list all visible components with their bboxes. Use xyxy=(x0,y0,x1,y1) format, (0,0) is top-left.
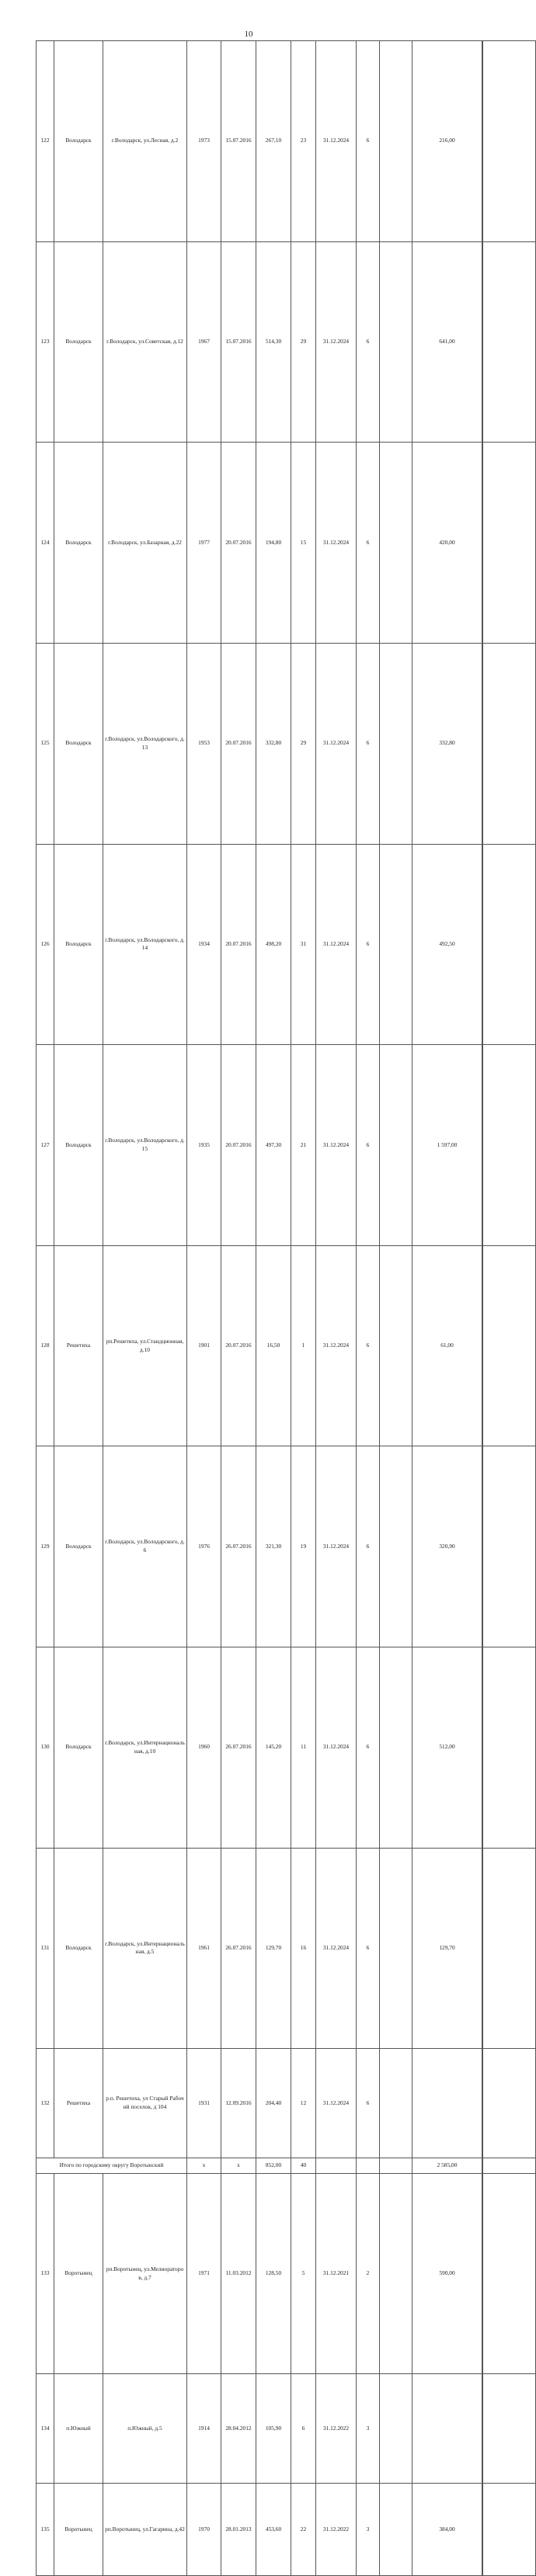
empty-cell xyxy=(483,2158,536,2173)
residents-cell: 31 xyxy=(291,844,316,1045)
year-cell: 1914 xyxy=(187,2374,221,2484)
address-cell: рп.Воротынец, ул.Мелиораторов, д.7 xyxy=(103,2173,187,2374)
table-row xyxy=(37,643,536,844)
residents-cell: 5 xyxy=(291,2173,316,2374)
empty-cell xyxy=(483,2049,536,2158)
table-row xyxy=(37,2374,536,2484)
year-cell: 1973 xyxy=(187,41,221,242)
row-number-cell: 126 xyxy=(37,844,54,1045)
area-cell: 497,30 xyxy=(256,1045,291,1246)
residents-cell: 22 xyxy=(291,2483,316,2575)
empty-cell xyxy=(380,443,412,644)
date-cell: 20.07.2016 xyxy=(221,844,256,1045)
empty-cell xyxy=(483,1647,536,1849)
residents-cell: 21 xyxy=(291,1045,316,1246)
residents-cell: 19 xyxy=(291,1446,316,1647)
address-cell: г.Володарск, ул.Базарная, д.22 xyxy=(103,443,187,644)
cost-cell: 1 597,00 xyxy=(412,1045,482,1246)
page-number: 10 xyxy=(244,30,253,39)
deadline-cell: 31.12.2022 xyxy=(316,2374,357,2484)
municipality-cell: Володарск xyxy=(54,1647,103,1849)
date-cell: 20.07.2016 xyxy=(221,443,256,644)
cost-cell: 590,00 xyxy=(412,2173,482,2374)
date-cell: 26.07.2016 xyxy=(221,1647,256,1849)
cost-cell: 216,00 xyxy=(412,41,482,242)
area-cell: 128,50 xyxy=(256,2173,291,2374)
table-row xyxy=(37,1045,536,1246)
empty-cell xyxy=(380,844,412,1045)
area-cell: 204,40 xyxy=(256,2049,291,2158)
row-number-cell: 131 xyxy=(37,1848,54,2049)
year-cell: 1967 xyxy=(187,241,221,443)
municipality-cell: Воротынец xyxy=(54,2173,103,2374)
table-row xyxy=(37,2173,536,2374)
municipality-cell: Володарск xyxy=(54,643,103,844)
count-cell: 6 xyxy=(357,1045,380,1246)
empty-cell xyxy=(483,2483,536,2575)
year-cell: 1961 xyxy=(187,1848,221,2049)
count-cell: 2 xyxy=(357,2173,380,2374)
address-cell: г.Володарск, ул.Володарского, д.6 xyxy=(103,1446,187,1647)
area-cell: 267,10 xyxy=(256,41,291,242)
municipality-cell: Решетиха xyxy=(54,2049,103,2158)
date-cell: 28.04.2012 xyxy=(221,2374,256,2484)
area-cell: 129,70 xyxy=(256,1848,291,2049)
empty-cell xyxy=(483,2173,536,2374)
empty-cell xyxy=(483,1045,536,1246)
total-date-cell: x xyxy=(221,2158,256,2173)
row-number-cell: 135 xyxy=(37,2483,54,2575)
table-row xyxy=(37,1446,536,1647)
count-cell: 6 xyxy=(357,1848,380,2049)
date-cell: 15.07.2016 xyxy=(221,241,256,443)
municipality-cell: Володарск xyxy=(54,1446,103,1647)
deadline-cell: 31.12.2024 xyxy=(316,443,357,644)
count-cell: 6 xyxy=(357,443,380,644)
row-number-cell: 130 xyxy=(37,1647,54,1849)
area-cell: 498,20 xyxy=(256,844,291,1045)
municipality-cell: Володарск xyxy=(54,844,103,1045)
table-row xyxy=(37,1848,536,2049)
residents-cell: 12 xyxy=(291,2049,316,2158)
empty-cell xyxy=(380,1848,412,2049)
count-cell: 6 xyxy=(357,1446,380,1647)
row-number-cell: 133 xyxy=(37,2173,54,2374)
empty-cell xyxy=(380,1245,412,1446)
year-cell: 1901 xyxy=(187,1245,221,1446)
row-number-cell: 123 xyxy=(37,241,54,443)
table-row xyxy=(37,1245,536,1446)
residents-cell: 29 xyxy=(291,643,316,844)
cost-cell xyxy=(412,2374,482,2484)
total-label-cell: Итого по городскому округу Воротынский xyxy=(37,2158,187,2173)
empty-cell xyxy=(380,2173,412,2374)
cost-cell xyxy=(412,2049,482,2158)
empty-cell xyxy=(316,2158,357,2173)
deadline-cell: 31.12.2024 xyxy=(316,1045,357,1246)
area-cell: 514,30 xyxy=(256,241,291,443)
deadline-cell: 31.12.2024 xyxy=(316,844,357,1045)
date-cell: 20.07.2016 xyxy=(221,643,256,844)
count-cell: 6 xyxy=(357,1245,380,1446)
area-cell: 105,90 xyxy=(256,2374,291,2484)
year-cell: 1935 xyxy=(187,1045,221,1246)
empty-cell xyxy=(483,844,536,1045)
area-cell: 332,80 xyxy=(256,643,291,844)
empty-cell xyxy=(357,2158,380,2173)
year-cell: 1931 xyxy=(187,2049,221,2158)
total-cost-cell: 2 585,00 xyxy=(412,2158,482,2173)
table-row xyxy=(37,41,536,242)
empty-cell xyxy=(380,2158,412,2173)
address-cell: г.Володарск, ул.Лесная, д.2 xyxy=(103,41,187,242)
area-cell: 453,60 xyxy=(256,2483,291,2575)
year-cell: 1977 xyxy=(187,443,221,644)
housing-register-table xyxy=(36,40,536,2576)
row-number-cell: 124 xyxy=(37,443,54,644)
deadline-cell: 31.12.2021 xyxy=(316,2173,357,2374)
municipality-cell: Володарск xyxy=(54,443,103,644)
empty-cell xyxy=(483,443,536,644)
count-cell: 6 xyxy=(357,41,380,242)
empty-cell xyxy=(483,41,536,242)
table-row xyxy=(37,844,536,1045)
deadline-cell: 31.12.2024 xyxy=(316,1647,357,1849)
municipality-cell: Володарск xyxy=(54,1848,103,2049)
area-cell: 16,50 xyxy=(256,1245,291,1446)
residents-cell: 16 xyxy=(291,1848,316,2049)
address-cell: г.Володарск, ул.Интернациональная, д.5 xyxy=(103,1848,187,2049)
municipality-cell: Воротынец xyxy=(54,2483,103,2575)
address-cell: г.Володарск, ул.Володарского, д.13 xyxy=(103,643,187,844)
row-number-cell: 129 xyxy=(37,1446,54,1647)
table-row xyxy=(37,1647,536,1849)
area-cell: 194,80 xyxy=(256,443,291,644)
empty-cell xyxy=(380,241,412,443)
municipality-cell: Володарск xyxy=(54,41,103,242)
count-cell: 3 xyxy=(357,2374,380,2484)
year-cell: 1970 xyxy=(187,2483,221,2575)
date-cell: 11.03.2012 xyxy=(221,2173,256,2374)
row-number-cell: 134 xyxy=(37,2374,54,2484)
total-area-cell: 852,00 xyxy=(256,2158,291,2173)
deadline-cell: 31.12.2024 xyxy=(316,1848,357,2049)
empty-cell xyxy=(483,2374,536,2484)
residents-cell: 29 xyxy=(291,241,316,443)
empty-cell xyxy=(380,1045,412,1246)
year-cell: 1976 xyxy=(187,1446,221,1647)
residents-cell: 1 xyxy=(291,1245,316,1446)
count-cell: 6 xyxy=(357,2049,380,2158)
address-cell: р.п. Решетиха, ул Старый Рабочий поселок, д 104 xyxy=(103,2049,187,2158)
row-number-cell: 128 xyxy=(37,1245,54,1446)
year-cell: 1971 xyxy=(187,2173,221,2374)
empty-cell xyxy=(380,2049,412,2158)
total-row xyxy=(37,2158,536,2173)
row-number-cell: 125 xyxy=(37,643,54,844)
count-cell: 3 xyxy=(357,2483,380,2575)
cost-cell: 129,70 xyxy=(412,1848,482,2049)
empty-cell xyxy=(483,1848,536,2049)
residents-cell: 6 xyxy=(291,2374,316,2484)
municipality-cell: Володарск xyxy=(54,241,103,443)
date-cell: 15.07.2016 xyxy=(221,41,256,242)
total-year-cell: x xyxy=(187,2158,221,2173)
municipality-cell: Решетиха xyxy=(54,1245,103,1446)
empty-cell xyxy=(380,1446,412,1647)
date-cell: 26.07.2016 xyxy=(221,1446,256,1647)
empty-cell xyxy=(380,41,412,242)
empty-cell xyxy=(483,1446,536,1647)
address-cell: г.Володарск, ул.Интернациональная, д.10 xyxy=(103,1647,187,1849)
deadline-cell: 31.12.2022 xyxy=(316,2483,357,2575)
cost-cell: 384,00 xyxy=(412,2483,482,2575)
year-cell: 1953 xyxy=(187,643,221,844)
municipality-cell: п.Южный xyxy=(54,2374,103,2484)
cost-cell: 320,90 xyxy=(412,1446,482,1647)
table-row xyxy=(37,241,536,443)
area-cell: 145,20 xyxy=(256,1647,291,1849)
empty-cell xyxy=(380,643,412,844)
residents-cell: 23 xyxy=(291,41,316,242)
date-cell: 12.09.2016 xyxy=(221,2049,256,2158)
count-cell: 6 xyxy=(357,844,380,1045)
year-cell: 1934 xyxy=(187,844,221,1045)
date-cell: 26.07.2016 xyxy=(221,1848,256,2049)
address-cell: рп.Решетиха, ул.Стандционная, д.10 xyxy=(103,1245,187,1446)
deadline-cell: 31.12.2024 xyxy=(316,2049,357,2158)
residents-cell: 15 xyxy=(291,443,316,644)
cost-cell: 332,80 xyxy=(412,643,482,844)
date-cell: 20.07.2016 xyxy=(221,1245,256,1446)
row-number-cell: 122 xyxy=(37,41,54,242)
empty-cell xyxy=(380,1647,412,1849)
deadline-cell: 31.12.2024 xyxy=(316,1245,357,1446)
address-cell: п.Южный, д.5 xyxy=(103,2374,187,2484)
deadline-cell: 31.12.2024 xyxy=(316,643,357,844)
empty-cell xyxy=(483,241,536,443)
address-cell: рп.Воротынец, ул.Гагарина, д.42 xyxy=(103,2483,187,2575)
cost-cell: 420,00 xyxy=(412,443,482,644)
date-cell: 28.01.2013 xyxy=(221,2483,256,2575)
deadline-cell: 31.12.2024 xyxy=(316,1446,357,1647)
year-cell: 1960 xyxy=(187,1647,221,1849)
deadline-cell: 31.12.2024 xyxy=(316,41,357,242)
cost-cell: 61,00 xyxy=(412,1245,482,1446)
cost-cell: 641,00 xyxy=(412,241,482,443)
cost-cell: 512,00 xyxy=(412,1647,482,1849)
address-cell: г.Володарск, ул.Володарского, д.15 xyxy=(103,1045,187,1246)
row-number-cell: 127 xyxy=(37,1045,54,1246)
table-row xyxy=(37,2049,536,2158)
count-cell: 6 xyxy=(357,1647,380,1849)
count-cell: 6 xyxy=(357,241,380,443)
area-cell: 321,30 xyxy=(256,1446,291,1647)
row-number-cell: 132 xyxy=(37,2049,54,2158)
empty-cell xyxy=(483,1245,536,1446)
empty-cell xyxy=(380,2483,412,2575)
total-residents-cell: 40 xyxy=(291,2158,316,2173)
deadline-cell: 31.12.2024 xyxy=(316,241,357,443)
table-row xyxy=(37,443,536,644)
count-cell: 6 xyxy=(357,643,380,844)
cost-cell: 492,50 xyxy=(412,844,482,1045)
address-cell: г.Володарск, ул.Советская, д.12 xyxy=(103,241,187,443)
table-row xyxy=(37,2483,536,2575)
date-cell: 20.07.2016 xyxy=(221,1045,256,1246)
residents-cell: 11 xyxy=(291,1647,316,1849)
municipality-cell: Володарск xyxy=(54,1045,103,1246)
address-cell: г.Володарск, ул.Володарского, д.14 xyxy=(103,844,187,1045)
empty-cell xyxy=(380,2374,412,2484)
empty-cell xyxy=(483,643,536,844)
